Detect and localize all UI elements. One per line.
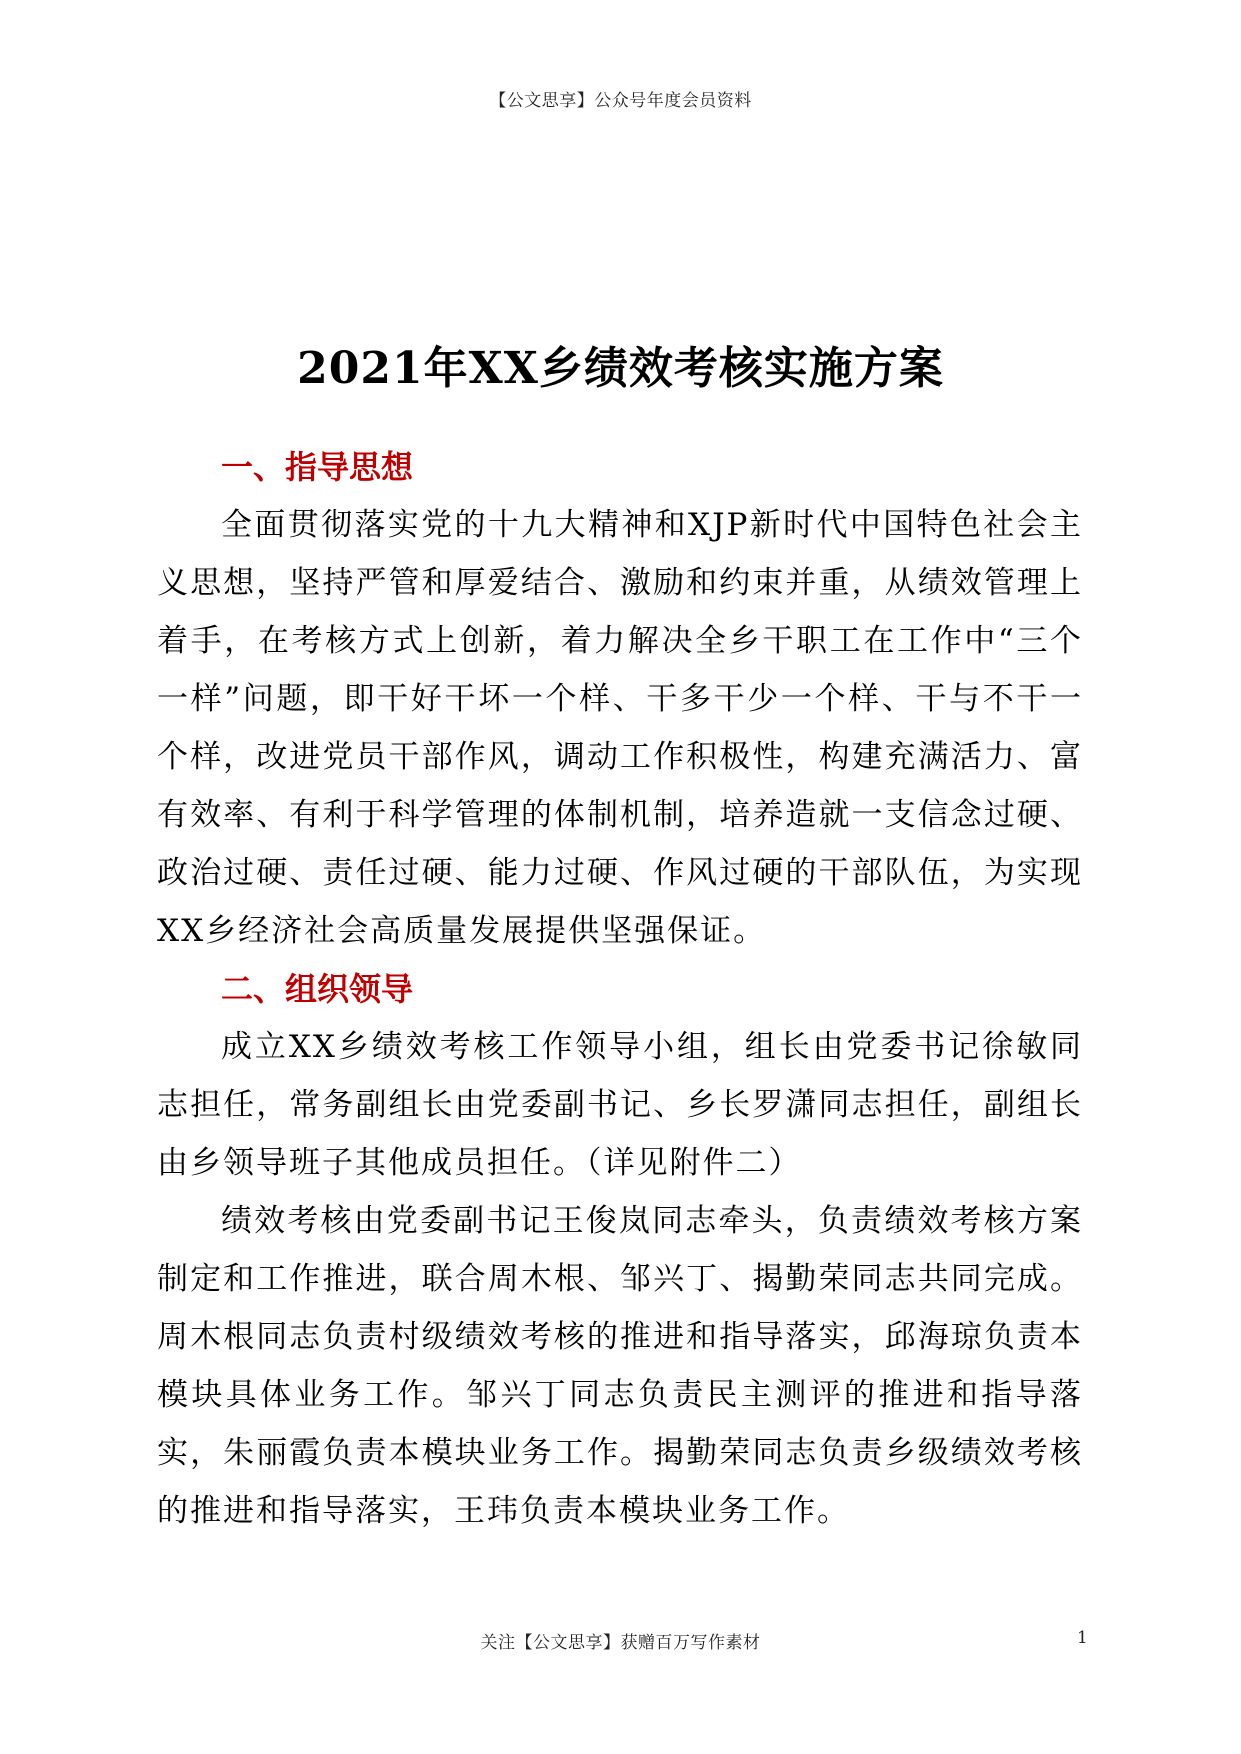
document-body bbox=[157, 438, 1083, 1540]
page-number: 1 bbox=[1077, 1628, 1088, 1648]
paragraph-guiding-ideology: 全面贯彻落实党的十九大精神和XJP新时代中国特色社会主义思想，坚持严管和厚爱结合、激励和约束并重，从绩效管理上着手，在考核方式上创新，着力解决全乡干职工在工作中“三个一样”问题，即干好干坏一个样、干多干少一个样、干与不干一个样，改进党员干部作风，调动工作积极性，构建充满活力、富有效率、有利于科学管理的体制机制，培养造就一支信念过硬、政治过硬、责任过硬、能力过硬、作风过硬的干部队伍，为实现XX乡经济社会高质量发展提供坚强保证。 bbox=[157, 507, 1083, 949]
running-header: 【公文思享】公众号年度会员资料 bbox=[489, 91, 752, 111]
paragraph-leadership-group: 成立XX乡绩效考核工作领导小组，组长由党委书记徐敏同志担任，常务副组长由党委副书记、乡长罗潇同志担任，副组长由乡领导班子其他成员担任。（详见附件二） bbox=[157, 1029, 1083, 1181]
running-footer: 关注【公文思享】获赠百万写作素材 bbox=[480, 1633, 761, 1653]
section-heading-guiding-ideology: 一、指导思想 bbox=[221, 448, 414, 486]
document-title: 2021年XX乡绩效考核实施方案 bbox=[297, 343, 944, 394]
section-heading-organization: 二、组织领导 bbox=[221, 970, 414, 1008]
paragraph-responsibilities: 绩效考核由党委副书记王俊岚同志牵头，负责绩效考核方案制定和工作推进，联合周木根、邹兴丁、揭勤荣同志共同完成。周木根同志负责村级绩效考核的推进和指导落实，邱海琼负责本模块具体业务工作。邹兴丁同志负责民主测评的推进和指导落实，朱丽霞负责本模块业务工作。揭勤荣同志负责乡级绩效考核的推进和指导落实，王玮负责本模块业务工作。 bbox=[157, 1203, 1083, 1529]
